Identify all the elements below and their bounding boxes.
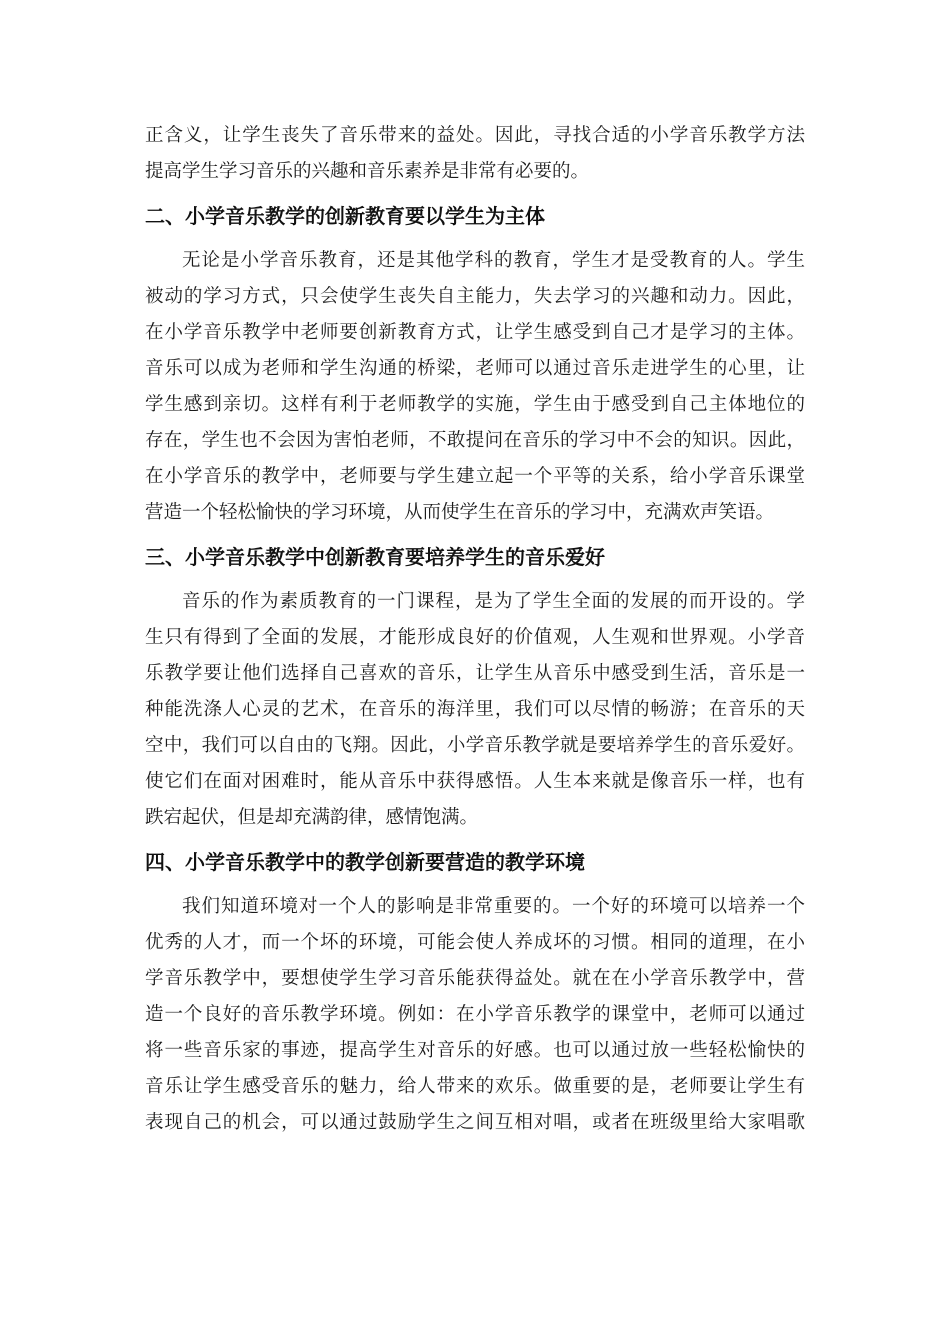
section-3-paragraph xyxy=(145,584,805,836)
intro-paragraph xyxy=(145,118,805,190)
paragraph-line: 乐教学要让他们选择自己喜欢的音乐，让学生从音乐中感受到生活，音乐是一 xyxy=(145,663,805,684)
section-heading-4: 四、小学音乐教学中的教学创新要营造的教学环境 xyxy=(145,850,585,874)
paragraph-line: 营造一个轻松愉快的学习环境，从而使学生在音乐的学习中，充满欢声笑语。 xyxy=(145,502,775,523)
document-page xyxy=(145,118,805,1141)
section-heading-3: 三、小学音乐教学中创新教育要培养学生的音乐爱好 xyxy=(145,545,605,569)
section-4-paragraph xyxy=(145,889,805,1141)
paragraph-line: 学音乐教学中，要想使学生学习音乐能获得益处。就在在小学音乐教学中，营 xyxy=(145,968,805,989)
paragraph-line: 音乐可以成为老师和学生沟通的桥梁，老师可以通过音乐走进学生的心里，让 xyxy=(145,358,805,379)
paragraph-line: 音乐的作为素质教育的一门课程，是为了学生全面的发展的而开设的。学 xyxy=(182,591,805,612)
paragraph-line: 种能洗涤人心灵的艺术，在音乐的海洋里，我们可以尽情的畅游；在音乐的天 xyxy=(145,699,805,720)
paragraph-line: 提高学生学习音乐的兴趣和音乐素养是非常有必要的。 xyxy=(145,161,590,182)
paragraph-line: 音乐让学生感受音乐的魅力，给人带来的欢乐。做重要的是，老师要让学生有 xyxy=(145,1076,805,1097)
paragraph-line: 跌宕起伏，但是却充满韵律，感情饱满。 xyxy=(145,807,479,828)
paragraph-line: 存在，学生也不会因为害怕老师，不敢提问在音乐的学习中不会的知识。因此， xyxy=(145,430,805,451)
paragraph-line: 学生感到亲切。这样有利于老师教学的实施，学生由于感受到自己主体地位的 xyxy=(145,394,805,415)
paragraph-line: 将一些音乐家的事迹，提高学生对音乐的好感。也可以通过放一些轻松愉快的 xyxy=(145,1040,805,1061)
paragraph-line: 在小学音乐的教学中，老师要与学生建立起一个平等的关系，给小学音乐课堂 xyxy=(145,466,805,487)
paragraph-line: 表现自己的机会，可以通过鼓励学生之间互相对唱，或者在班级里给大家唱歌 xyxy=(145,1112,805,1133)
paragraph-line: 正含义，让学生丧失了音乐带来的益处。因此，寻找合适的小学音乐教学方法 xyxy=(145,125,805,146)
paragraph-line: 优秀的人才，而一个坏的环境，可能会使人养成坏的习惯。相同的道理，在小 xyxy=(145,932,805,953)
paragraph-line: 造一个良好的音乐教学环境。例如：在小学音乐教学的课堂中，老师可以通过 xyxy=(145,1004,805,1025)
paragraph-line: 在小学音乐教学中老师要创新教育方式，让学生感受到自己才是学习的主体。 xyxy=(145,322,805,343)
paragraph-line: 生只有得到了全面的发展，才能形成良好的价值观，人生观和世界观。小学音 xyxy=(145,627,805,648)
paragraph-line: 空中，我们可以自由的飞翔。因此，小学音乐教学就是要培养学生的音乐爱好。 xyxy=(145,735,805,756)
section-heading-2: 二、小学音乐教学的创新教育要以学生为主体 xyxy=(145,204,545,228)
paragraph-line: 我们知道环境对一个人的影响是非常重要的。一个好的环境可以培养一个 xyxy=(182,896,805,917)
section-2-paragraph xyxy=(145,243,805,531)
paragraph-line: 使它们在面对困难时，能从音乐中获得感悟。人生本来就是像音乐一样，也有 xyxy=(145,771,805,792)
paragraph-line: 被动的学习方式，只会使学生丧失自主能力，失去学习的兴趣和动力。因此， xyxy=(145,286,805,307)
paragraph-line: 无论是小学音乐教育，还是其他学科的教育，学生才是受教育的人。学生 xyxy=(182,250,805,271)
